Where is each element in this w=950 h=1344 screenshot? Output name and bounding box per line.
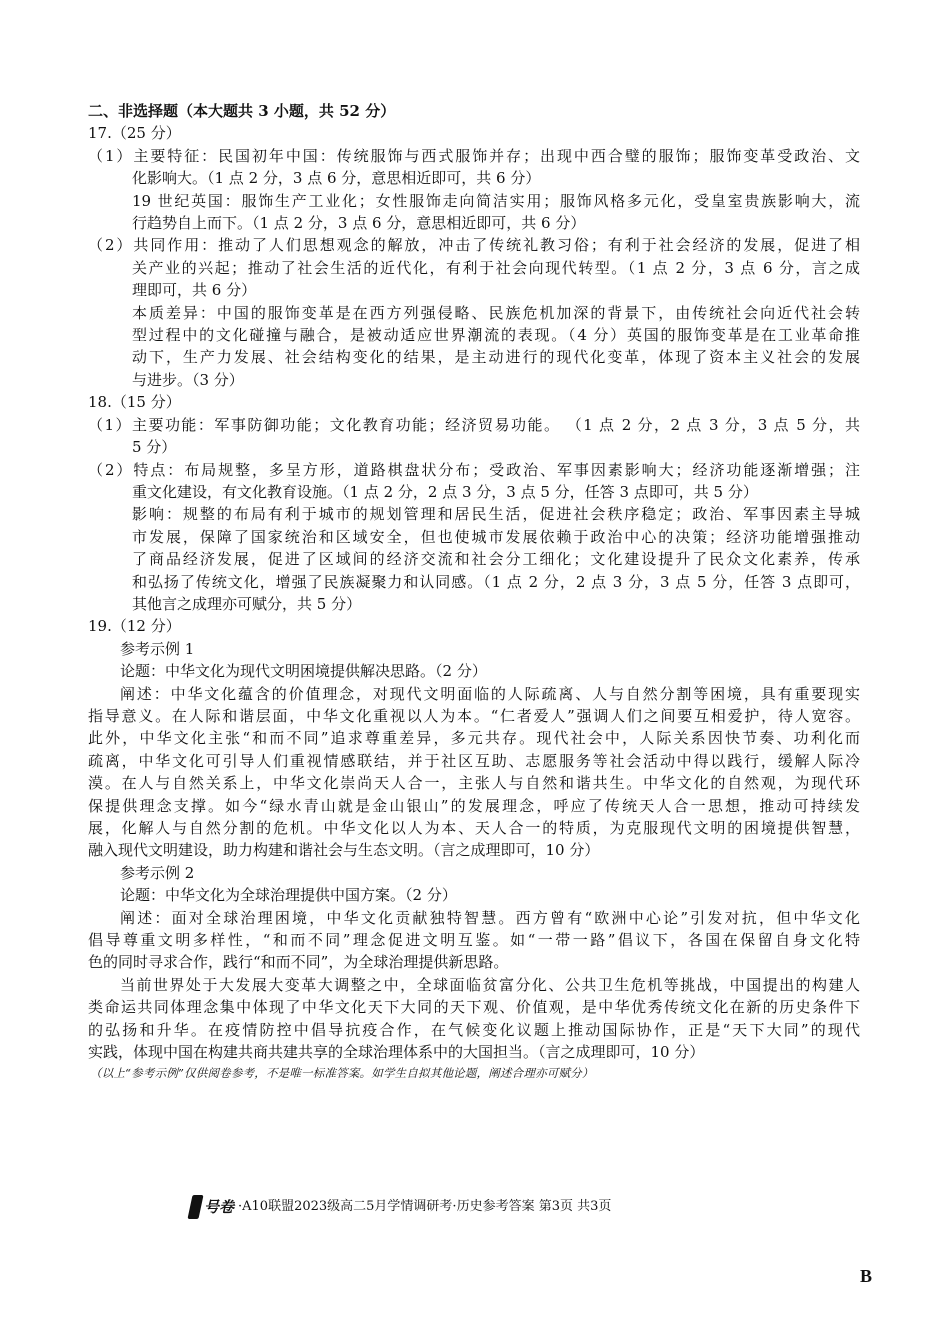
text-line: 了商品经济发展，促进了区域间的经济交流和社会分工细化；文化建设提升了民众文化素养，传承 [132, 550, 860, 569]
text-line: 本质差异：中国的服饰变革是在西方列强侵略、民族危机加深的背景下，由传统社会向近代社会转 [132, 303, 860, 322]
text-line: 市发展，保障了国家统治和区域安全，但也使城市发展依赖于政治中心的决策；经济功能增强推动 [132, 527, 860, 546]
answer-body [88, 100, 860, 1083]
version-mark: B [860, 1266, 873, 1286]
text-line: 疏离，中华文化可引导人们重视情感联结，并于社区互助、志愿服务等社会活动中得以践行，缓解人际冷 [88, 751, 860, 770]
text-line: 影响：规整的布局有利于城市的规划管理和居民生活，促进社会秩序稳定；政治、军事因素主导城 [132, 505, 860, 524]
text-line: 阐述：中华文化蕴含的价值理念，对现代文明面临的人际疏离、人与自然分割等困境，具有重要现实 [120, 684, 860, 703]
text-line: 其他言之成理亦可赋分，共 5 分） [132, 594, 362, 613]
text-line: 色的同时寻求合作，践行“和而不同”，为全球治理提供新思路。 [88, 953, 509, 972]
text-line: 保提供理念支撑。如今“绿水青山就是金山银山”的发展理念，呼应了传统天人合一思想，推动可持续发 [88, 796, 860, 815]
text-line: 重文化建设，有文化教育设施。（1 点 2 分，2 点 3 分，3 点 5 分，任答 3 点即可，共 5 分） [132, 482, 758, 501]
text-line: 的弘扬和升华。在疫情防控中倡导抗疫合作，在气候变化议题上推动国际协作，正是“天下大同”的现代 [88, 1020, 860, 1039]
text-line: 二、非选择题（本大题共 3 小题，共 52 分） [88, 102, 396, 120]
logo-mark-icon [187, 1195, 203, 1219]
text-line: 融入现代文明建设，助力构建和谐社会与生态文明。（言之成理即可，10 分） [88, 841, 600, 860]
text-line: （1）主要特征：民国初年中国：传统服饰与西式服饰并存；出现中西合璧的服饰；服饰变革受政治、文 [88, 146, 860, 165]
text-line: 当前世界处于大发展大变革大调整之中，全球面临贫富分化、公共卫生危机等挑战，中国提出的构建人 [120, 975, 860, 994]
text-line: 18.（15 分） [88, 393, 181, 412]
text-line: 动下，生产力发展、社会结构变化的结果，是主动进行的现代化变革，体现了资本主义社会的发展 [132, 348, 860, 367]
text-line: 指导意义。在人际和谐层面，中华文化重视以人为本。“仁者爱人”强调人们之间要互相爱护，待人宽容。 [88, 706, 860, 725]
page-footer [190, 1195, 611, 1219]
text-line: 19.（12 分） [88, 617, 181, 636]
text-line: 此外，中华文化主张“和而不同”追求尊重差异，多元共存。现代社会中，人际关系因快节奏、功利化而 [88, 729, 860, 748]
text-line: （2）特点：布局规整，多呈方形，道路棋盘状分布；受政治、军事因素影响大；经济功能逐渐增强；注 [88, 460, 860, 479]
text-line: （1）主要功能：军事防御功能；文化教育功能；经济贸易功能。 （1 点 2 分，2 点 3 分，3 点 5 分，共 [88, 415, 860, 434]
brand-logo [190, 1195, 234, 1219]
text-line: 参考示例 2 [120, 863, 195, 882]
text-line: 论题：中华文化为全球治理提供中国方案。（2 分） [120, 886, 457, 905]
text-line: 论题：中华文化为现代文明困境提供解决思路。（2 分） [120, 662, 487, 681]
text-line: 类命运共同体理念集中体现了中华文化天下大同的天下观、价值观，是中华优秀传统文化在新的历史条件下 [88, 998, 860, 1017]
logo-text: 号卷 [204, 1198, 235, 1216]
text-line: 关产业的兴起；推动了社会生活的近代化，有利于社会向现代转型。（1 点 2 分，3 点 6 分，言之成 [132, 258, 860, 277]
text-line: 17.（25 分） [88, 124, 181, 143]
text-line: 实践，体现中国在构建共商共建共享的全球治理体系中的大国担当。（言之成理即可，10 分） [88, 1043, 705, 1062]
text-line: 型过程中的文化碰撞与融合，是被动适应世界潮流的表现。（4 分）英国的服饰变革是在工业革命推 [132, 326, 860, 345]
text-line: 阐述：面对全球治理困境，中华文化贡献独特智慧。西方曾有“欧洲中心论”引发对抗，但中华文化 [120, 908, 860, 927]
footnote: （以上“参考示例”仅供阅卷参考，不是唯一标准答案。如学生自拟其他论题，阐述合理亦可赋分） [90, 1066, 594, 1081]
text-line: 理即可，共 6 分） [132, 281, 257, 300]
text-line: 5 分） [132, 438, 177, 457]
text-line: 展，化解人与自然分割的危机。中华文化以人为本、天人合一的特质，为克服现代文明的困境提供智慧， [88, 819, 860, 837]
text-line: 参考示例 1 [120, 639, 195, 658]
text-line: 与进步。（3 分） [132, 370, 244, 389]
text-line: （2）共同作用：推动了人们思想观念的解放，冲击了传统礼教习俗；有利于社会经济的发展，促进了相 [88, 236, 860, 255]
text-line: 倡导尊重文明多样性，“和而不同”理念促进文明互鉴。如“一带一路”倡议下，各国在保留自身文化特 [88, 931, 860, 950]
footer-text: ·A10联盟2023级高二5月学情调研考·历史参考答案 第3页 共3页 [238, 1199, 612, 1214]
text-line: 化影响大。（1 点 2 分，3 点 6 分，意思相近即可，共 6 分） [132, 169, 541, 188]
text-line: 漠。在人与自然关系上，中华文化崇尚天人合一，主张人与自然和谐共生。中华文化的自然观，为现代环 [88, 774, 860, 793]
text-line: 19 世纪英国：服饰生产工业化；女性服饰走向简洁实用；服饰风格多元化，受皇室贵族影响大，流 [132, 191, 860, 210]
text-line: 行趋势自上而下。（1 点 2 分，3 点 6 分，意思相近即可，共 6 分） [132, 214, 586, 233]
text-line: 和弘扬了传统文化，增强了民族凝聚力和认同感。（1 点 2 分，2 点 3 分，3 点 5 分，任答 3 点即可， [132, 572, 860, 591]
